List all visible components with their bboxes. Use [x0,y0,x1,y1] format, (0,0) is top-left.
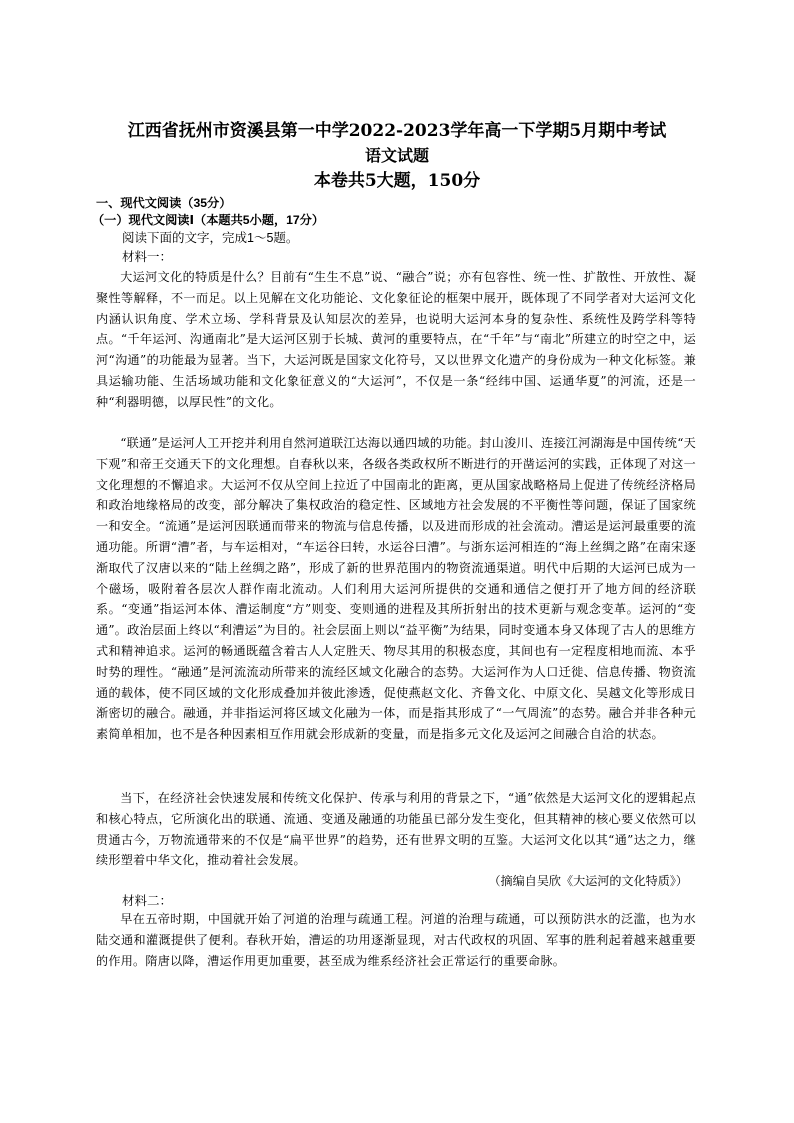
part-heading: （一）现代文阅读Ⅰ（本题共5小题，17分） [92,213,325,227]
material1-source: （摘编自吴欣《大运河的文化特质》） [488,874,688,888]
material1-paragraph-1: 大运河文化的特质是什么？目前有“生生不息”说、“融合”说；亦有包容性、统一性、扩散性、开放性、凝聚性等解释，不一而足。以上见解在文化功能论、文化象征论的框架中展开，既体现了不同学者对大运河文化内涵认识角度、学术立场、学科背景及认知层次的差异，也说明大运河本身的复杂性、系统性及跨学科等特点。“千年运河、沟通南北”是大运河区别于长城、黄河的重要特点，在“千年”与“南北”所建立的时空之中，运河“沟通”的功能最为显著。当下，大运河既是国家文化符号，又以世界文化遗产的身份成为一种文化标签。兼具运输功能、生活场域功能和文化象征意义的“大运河”，不仅是一条“经纬中国、运通华夏”的河流，还是一种“利器明德，以厚民性”的文化。 [96,270,696,409]
exam-subtitle: 语文试题 [364,146,429,165]
exam-title: 江西省抚州市资溪县第一中学2022-2023学年高一下学期5月期中考试 [127,121,667,141]
material-label: 材料二： [122,894,173,908]
material1-paragraph-2: “联通”是运河人工开挖并利用自然河道联江达海以通四域的功能。封山浚川、连接江河湖海是中国传统“天下观”和帝王交通天下的文化理想。自春秋以来，各级各类政权所不断进行的开凿运河的实践，正体现了对这一文化理想的不懈追求。大运河不仅从空间上拉近了中国南北的距离，更从国家战略格局上促进了传统经济格局和政治地缘格局的改变，部分解决了集权政治的稳定性、区域地方社会发展的不平衡性等问题，保证了国家统一和安全。“流通”是运河因联通而带来的物流与信息传播，以及进而形成的社会流动。漕运是运河最重要的流通功能。所谓“漕”者，与车运相对，“车运谷曰转，水运谷曰漕”。与浙东运河相连的“海上丝绸之路”在南宋逐渐取代了汉唐以来的“陆上丝绸之路”，形成了新的世界范围内的物资流通渠道。明代中后期的大运河已成为一个磁场，吸附着各层次人群作南北流动。人们利用大运河所提供的交通和通信之便打开了地方间的经济联系。“变通”指运河本体、漕运制度“方”则变、变则通的进程及其所折射出的技术更新与观念变革。运河的“变通”。政治层面上终以“利漕运”为目的。社会层面上则以“益平衡”为结果，同时变通本身又体现了古人的思维方式和精神追求。运河的畅通既蕴含着古人人定胜天、物尽其用的积极态度，其间也有一定程度相地而流、本乎时势的理性。“融通”是河流流动所带来的流经区域文化融合的态势。大运河作为人口迁徙、信息传播、物资流通的载体，使不同区域的文化形成叠加并彼此渗透，促使燕赵文化、齐鲁文化、中原文化、吴越文化等形成日渐密切的融合。融通，并非指运河将区域文化融为一体，而是指其形成了“一气周流”的态势。融合并非各种元素简单相加，也不是各种因素相互作用就会形成新的变量，而是指多元文化及运河之间融合自洽的状态。 [96,436,696,742]
material1-paragraph-3: 当下，在经济社会快速发展和传统文化保护、传承与利用的背景之下，“通”依然是大运河文化的逻辑起点和核心特点，它所演化出的联通、流通、变通及融通的功能虽已部分发生变化，但其精神的核心要义依然可以贯通古今，万物流通带来的不仅是“扁平世界”的趋势，还有世界文明的互鉴。大运河文化以其“通”达之力，继续形塑着中华文化，推动着社会发展。 [96,791,696,868]
material2-paragraph-1: 早在五帝时期，中国就开始了河道的治理与疏通工程。河道的治理与疏通，可以预防洪水的泛滥，也为水陆交通和灌溉提供了便利。春秋开始，漕运的功用逐渐显现，对古代政权的巩固、军事的胜利起着越来越重要的作用。隋唐以降，漕运作用更加重要，甚至成为维系经济社会正常运行的重要命脉。 [96,912,696,968]
exam-summary: 本卷共5大题，150分 [313,171,481,191]
material-label: 材料一： [122,250,173,264]
section-heading: 一、现代文阅读（35分） [96,196,232,210]
reading-instruction: 阅读下面的文字，完成1～5题。 [122,231,299,245]
